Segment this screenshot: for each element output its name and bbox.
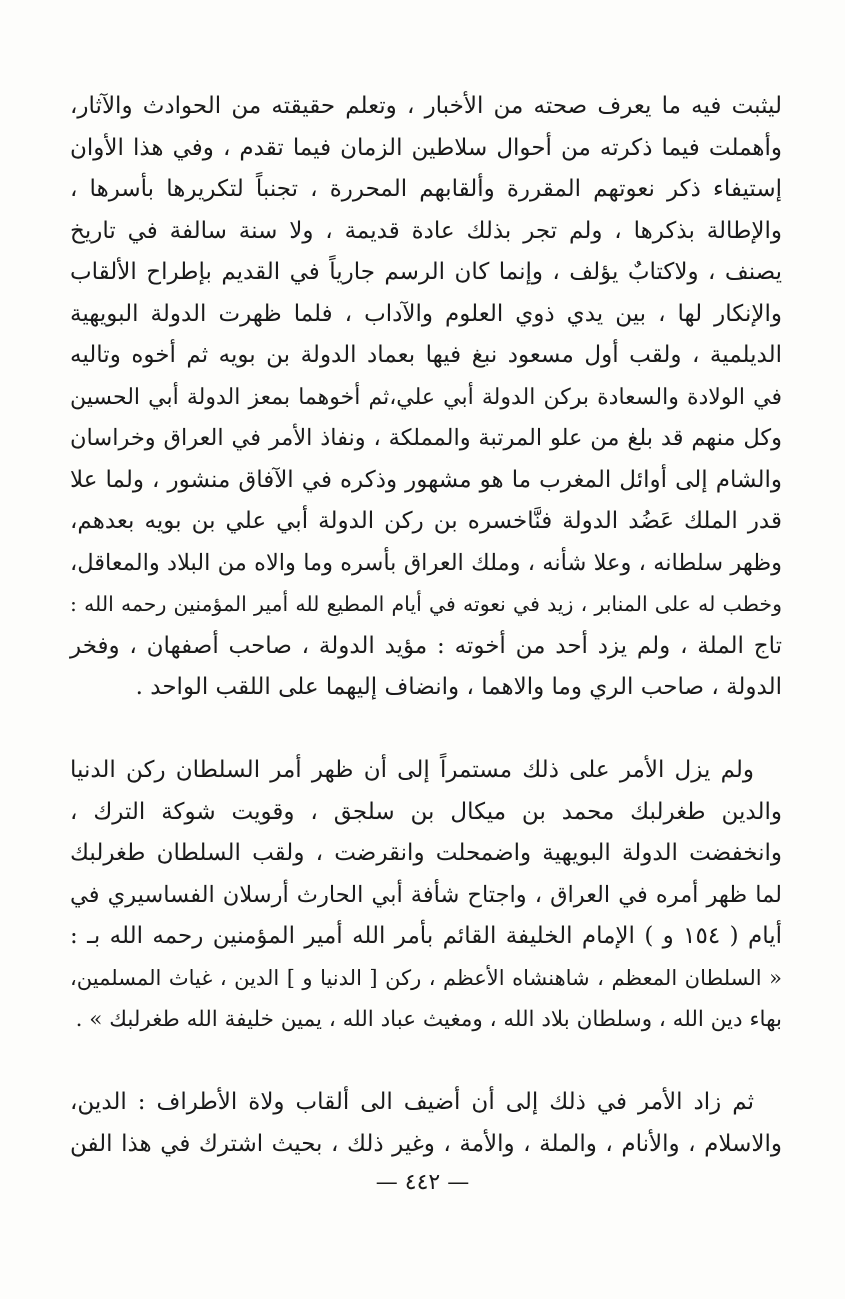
- text-line: وخطب له على المنابر ، زيد في نعوته في أيام المطيع لله أمير المؤمنين رحمه الله :: [70, 592, 782, 616]
- text-line: يصنف ، ولاكتابٌ يؤلف ، وإنما كان الرسم جارياً في القديم بإطراح الألقاب: [70, 259, 782, 285]
- text-line: ثم زاد الأمر في ذلك إلى أن أضيف الى ألقاب ولاة الأطراف : الدين،: [70, 1089, 754, 1115]
- text-line: وأهملت فيما ذكرته من أحوال سلاطين الزمان فيما تقدم ، وفي هذا الأوان: [70, 134, 782, 161]
- text-line: والإنكار لها ، بين يدي ذوي العلوم والآداب ، فلما ظهرت الدولة البويهية: [70, 300, 782, 327]
- text-line: في الولادة والسعادة بركن الدولة أبي علي،ثم أخوهما بمعز الدولة أبي الحسين: [70, 384, 782, 410]
- text-line: والشام إلى أوائل المغرب ما هو مشهور وذكره في الآفاق منشور ، ولما علا: [70, 466, 782, 493]
- paragraph-2: [70, 750, 782, 1041]
- text-line: والدين طغرلبك محمد بن ميكال بن سلجق ، وقويت شوكة الترك ،: [70, 798, 782, 825]
- text-line: « السلطان المعظم ، شاهنشاه الأعظم ، ركن [ الدنيا و ] الدين ، غياث المسلمين،: [70, 965, 782, 990]
- text-line: الديلمية ، ولقب أول مسعود نبغ فيها بعماد الدولة بن بويه ثم أخوه وتاليه: [70, 342, 782, 368]
- text-line: وكل منهم قد بلغ من علو المرتبة والمملكة ، ونفاذ الأمر في العراق وخراسان: [70, 425, 782, 451]
- text-line: وانخفضت الدولة البويهية واضمحلت وانقرضت ، ولقب السلطان طغرلبك: [70, 840, 782, 866]
- text-line: ولم يزل الأمر على ذلك مستمراً إلى أن ظهر أمر السلطان ركن الدنيا: [70, 757, 754, 783]
- paragraph-3: [70, 1082, 782, 1165]
- text-line: ليثبت فيه ما يعرف صحته من الأخبار ، وتعلم حقيقته من الحوادث والآثار،: [70, 93, 782, 119]
- text-line: إستيفاء ذكر نعوتهم المقررة وألقابهم المحررة ، تجنباً لتكريرها بأسرها ،: [70, 176, 782, 202]
- text-line: وظهر سلطانه ، وعلا شأنه ، وملك العراق بأسره وما والاه من البلاد والمعاقل،: [70, 549, 782, 576]
- text-line: والاسلام ، والأنام ، والملة ، والأمة ، وغير ذلك ، بحيث اشترك في هذا الفن: [70, 1130, 782, 1157]
- page-number: — ٤٤٢ —: [375, 1170, 470, 1195]
- text-line: الدولة ، صاحب الري وما والاهما ، وانضاف إليهما على اللقب الواحد .: [135, 674, 782, 700]
- text-line: تاج الملة ، ولم يزد أحد من أخوته : مؤيد الدولة ، صاحب أصفهان ، وفخر: [70, 632, 782, 659]
- text-line: بهاء دين الله ، وسلطان بلاد الله ، ومغيث عباد الله ، يمين خليفة الله طغرلبك » .: [75, 1007, 782, 1032]
- text-line: لما ظهر أمره في العراق ، واجتاح شأفة أبي الحارث أرسلان الفساسيري في: [70, 881, 782, 908]
- paragraph-1: [70, 86, 782, 709]
- text-line: أيام ( ١٥٤ و ) الإمام الخليفة القائم بأمر الله أمير المؤمنين رحمه الله بـ :: [70, 923, 782, 949]
- text-line: والإطالة بذكرها ، ولم تجر بذلك عادة قديمة ، ولا سنة سالفة في تاريخ: [70, 217, 782, 244]
- text-line: قدر الملك عَضُد الدولة فنَّاخسره بن ركن الدولة أبي علي بن بويه بعدهم،: [70, 508, 782, 534]
